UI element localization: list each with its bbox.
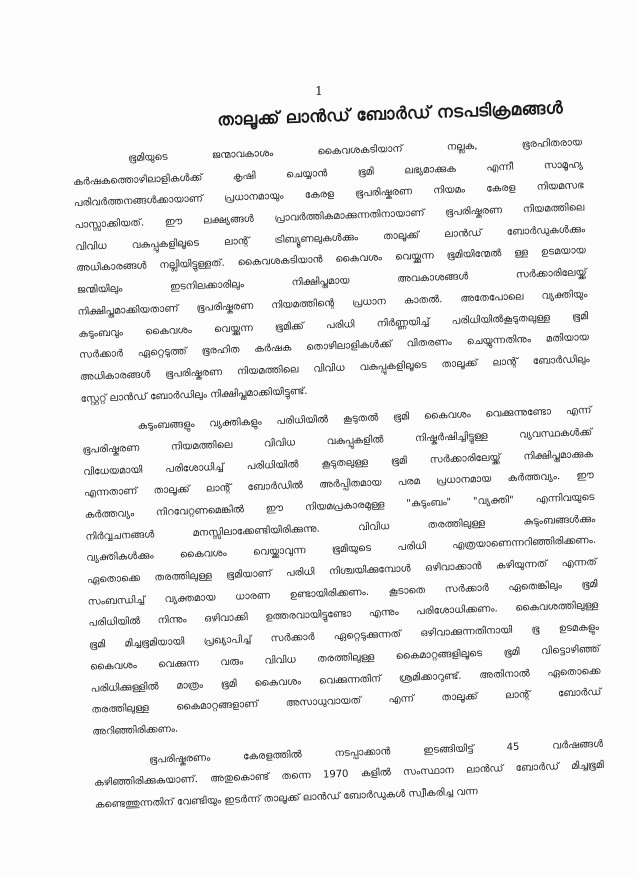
- text-line: ഭൂമിയുടെ ജന്മാവകാശം കൈവശകടിയാന് നല്ലക, ഭൂരഹിതരായ: [128, 137, 583, 165]
- text-line: വിധേയമായി പരിശോധിച്ച് പരിധിയിൽ കൂടുതലുള്ള ഭൂമി സർക്കാരിലേയ്ക്ക് നിക്ഷിപ്തമാക്കുക: [83, 448, 594, 478]
- text-line: തരത്തിലുള്ള കൈമാറ്റങ്ങളാണ് അസാധുവായത് എന്ന് താലൂക്ക് ലാന്റ് ബോർഡ്: [91, 687, 602, 716]
- text-line: കഴിഞ്ഞിരിക്കുകയാണ്. അതുകൊണ്ട് തന്നെ 1970 കളിൽ സംസ്ഥാന ലാൻഡ് ബോർഡ് മിച്ചഭൂമി: [93, 760, 604, 789]
- text-line: ഭൂമി മിച്ചഭൂമിയായി പ്രഖ്യാപിച്ച് സർക്കാർ ഏറ്റെടുക്കുന്നത് ഒഴിവാക്കുന്നതിനായി ഭൂ ഉടമകളും: [89, 622, 600, 651]
- text-line: സ്റ്റേറ്റ് ലാൻഡ് ബോർഡിലും നിക്ഷിപ്തമാക്കിയിട്ടുണ്ട്.: [80, 385, 308, 405]
- text-line: ഭൂപരിഷ്കരണ നിയമത്തിലെ വിവിധ വകുപ്പുകളിൽ നിഷ്കർഷിച്ചിട്ടുള്ള വ്യവസ്ഥകൾക്ക്: [82, 426, 593, 456]
- text-line: പാസ്സാക്കിയത്. ഈ ലക്ഷ്യങ്ങൾ പ്രാവർത്തികമാക്കുന്നതിനായാണ് ഭൂപരിഷ്കരണ നിയമത്തിലെ: [74, 202, 585, 232]
- text-line: നിക്ഷിപ്തമാക്കിയതാണ് ഭൂപരിഷ്കരണ നിയമത്തിന്റെ പ്രധാന കാതൽ. അതേപോലെ വ്യക്തിയും: [77, 288, 588, 318]
- document-body: [72, 132, 605, 816]
- text-line: അറിഞ്ഞിരിക്കണം.: [92, 723, 179, 738]
- text-line: അധികാരങ്ങൾ നല്ലിയിട്ടുള്ളത്. കൈവശകടിയാൻ കൈവശം വെയ്ക്കുന്ന ഭൂമിയിന്മേൽ ള്ള ഉടമയായ: [75, 245, 587, 275]
- text-line: അധികാരങ്ങൾ ഭൂപരിഷ്കരണ നിയമത്തിലെ വിവിധ വകുപ്പുകളിലൂടെ താലൂക്ക് ലാന്റ് ബോർഡിലും: [79, 353, 590, 383]
- text-line: കണ്ടെത്തുന്നതിന് വേണ്ടിയും ഇടർന്ന് താലൂക്ക് ലാൻഡ് ബോർഡുകൾ സ്വീകരിച്ച വന്ന: [94, 786, 478, 811]
- text-line: കർഷകത്തൊഴിലാളികൾക്ക് കൃഷി ചെയ്യാൻ ഭൂമി ലഭ്യമാക്കുക എന്നീ സാമൂഹ്യ: [72, 158, 584, 188]
- text-line: കുടുംബവും കൈവശം വെയ്ക്കുന്ന ഭൂമിക്ക് പരിധി നിർണ്ണയിച്ച് പരിധിയിൽകൂടുതലുള്ള ഭൂമി: [78, 310, 589, 340]
- text-line: സംബന്ധിച്ച് വ്യക്തമായ ധാരണ ഉണ്ടായിരിക്കണം. കൂടാതെ സർക്കാർ ഏതെങ്കിലും ഭൂമി: [87, 578, 598, 608]
- text-line: പരിധിക്കുള്ളിൽ മാത്രം ഭൂമി കൈവശം വെക്കുന്നതിന് ശ്രമിക്കാറുണ്ട്. അതിനാൽ ഏതൊക്കെ: [90, 665, 601, 695]
- paragraph: [81, 400, 602, 743]
- text-line: ഏതൊക്കെ തരത്തിലുള്ള ഭൂമിയാണ് പരിധി നിശ്ചയിക്കുമ്പോൾ ഒഴിവാക്കാൻ കഴിയുന്നത് എന്നത്: [86, 557, 597, 586]
- paragraph-container: [72, 132, 605, 816]
- text-line: ജന്മിയിലും ഇടനിലക്കാരിലും നിക്ഷിപ്തമായ അവകാശങ്ങൾ സർക്കാരിലേയ്ക്ക്: [76, 267, 587, 297]
- text-line: എന്നതാണ് താലൂക്ക് ലാന്റ് ബോർഡിൽ അർപ്പിതമായ പരമ പ്രധാനമായ കർത്തവ്യം. ഈ: [83, 470, 594, 500]
- text-line: കർത്തവ്യം നിറവേറ്റണമെങ്കിൽ ഈ നിയമപ്രകാരമുള്ള "കുടുംബം" "വ്യക്തി" എന്നിവയുടെ: [84, 491, 595, 521]
- document-title: താലൂക്ക് ലാൻഡ് ബോർഡ് നടപടിക്രമങ്ങൾ: [217, 98, 564, 131]
- text-line: കുടുംബങ്ങളും വ്യക്തികളും പരിധിയിൽ കൂടുതൽ ഭൂമി കൈവശം വെക്കുന്നുണ്ടോ എന്ന്: [137, 405, 592, 433]
- paragraph: [72, 132, 591, 410]
- text-line: വ്യക്തികൾക്കും കൈവശം വെയ്ക്കാവുന്ന ഭൂമിയുടെ പരിധി എത്രയാണെന്നറിഞ്ഞിരിക്കണം.: [86, 535, 597, 565]
- page-number: 1: [315, 84, 323, 98]
- text-line: ഭൂപരിഷ്കരണം കേരളത്തിൽ നടപ്പാക്കാൻ ഇടങ്ങിയിട്ട് 45 വർഷങ്ങൾ: [149, 738, 604, 766]
- text-line: പരിവർത്തനങ്ങൾക്കായാണ് പ്രധാനമായും കേരള ഭൂപരിഷ്കരണ നിയമം കേരള നിയമസഭ: [73, 180, 584, 210]
- text-line: സർക്കാർ ഏറ്റെടുത്ത് ഭൂരഹിത കർഷക തൊഴിലാളികൾക്ക് വിതരണം ചെയ്യുന്നതിനും മതിയായ: [78, 332, 590, 362]
- text-line: കൈവശം വെക്കുന്ന വരും വിവിധ തരത്തിലുള്ള കൈമാറ്റങ്ങളിലൂടെ ഭൂമി വിട്ടൊഴിഞ്ഞ്: [89, 643, 600, 673]
- text-line: പരിധിയിൽ നിന്നും ഒഴിവാക്കി ഉത്തരവായിട്ടുണ്ടോ എന്നും പരിശോധിക്കണം. കൈവശത്തിലുള്ള: [88, 600, 599, 630]
- text-line: വിവിധ വകുപ്പുകളിലൂടെ ലാന്റ് ട്രിബ്യൂണലുകൾക്കും താലൂക്ക് ലാൻഡ് ബോർഡുകൾക്കും: [75, 223, 586, 253]
- text-line: നിർവ്വചനങ്ങൾ മനസ്സിലാക്കേണ്ടിയിരിക്കുന്നു. വിവിധ തരത്തിലുള്ള കുടുംബങ്ങൾക്കും: [85, 513, 596, 543]
